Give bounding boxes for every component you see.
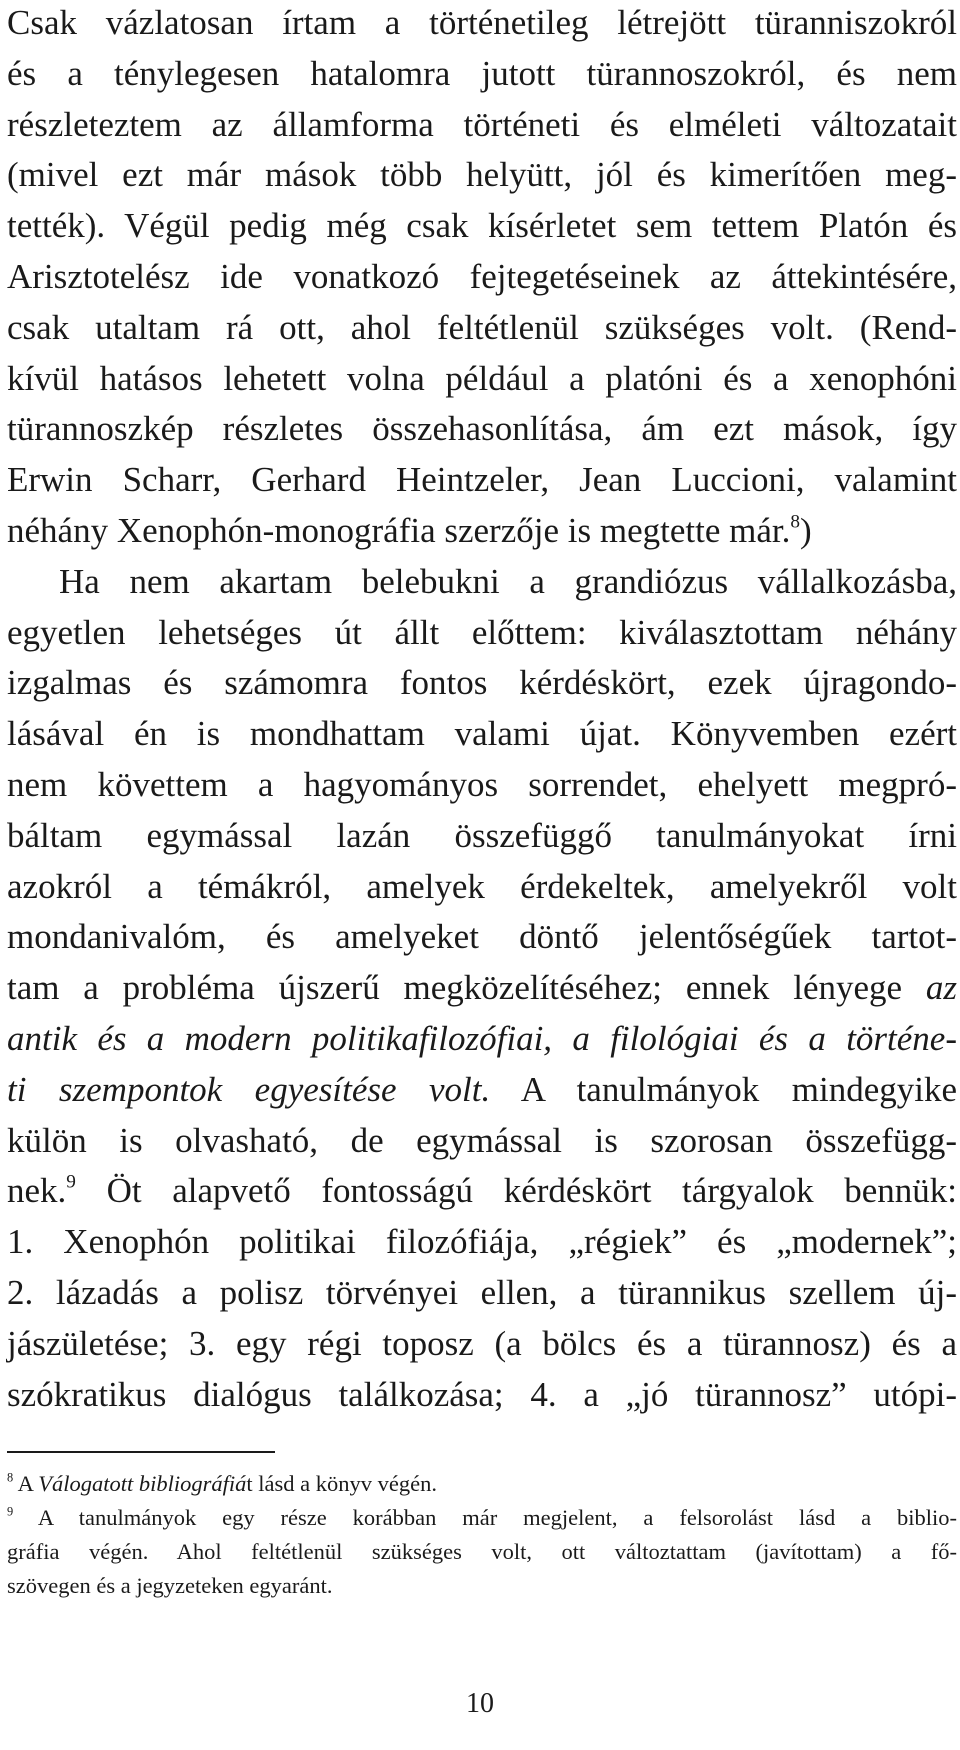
- italic-text: antik és a modern politikafilozófiai, a filológiai és a történe-: [7, 1018, 957, 1058]
- text-line: kívül hatásos lehetett volna például a platóni és a xenophóni: [7, 358, 957, 398]
- text-fragment: néhány Xenophón-monográfia szerzője is megtette már.: [7, 510, 791, 550]
- text-line: mondanivalóm, és amelyeket döntő jelentőségűek tartot-: [7, 917, 957, 957]
- footnote-8: [7, 1467, 957, 1501]
- text-line: türannoszkép részletes összehasonlítása, ám ezt mások, így: [7, 409, 957, 449]
- text-line: jászületése; 3. egy régi toposz (a bölcs és a türannosz) és a: [7, 1323, 957, 1363]
- text-line: szókratikus dialógus találkozása; 4. a „jó türannosz” utópi-: [7, 1374, 957, 1414]
- text-line: egyetlen lehetséges út állt előttem: kiválasztottam néhány: [7, 612, 957, 652]
- footnote-ref-9[interactable]: 9: [66, 1171, 76, 1193]
- text-line: [7, 1166, 957, 1217]
- text-line: lásával én is mondhattam valami újat. Könyvemben ezért: [7, 714, 957, 754]
- text-line: nem követtem a hagyományos sorrendet, ehelyett megpró-: [7, 764, 957, 804]
- text-line: [7, 506, 957, 557]
- text-line: 1. Xenophón politikai filozófiája, „régiek” és „modernek”;: [7, 1222, 957, 1262]
- italic-text: az: [925, 968, 957, 1008]
- text-fragment: Öt alapvető fontosságú kérdéskört tárgyalok bennük:: [106, 1171, 957, 1211]
- italic-text: ti szempontok egyesítése volt.: [7, 1069, 491, 1109]
- footnote-9-continued: szövegen és a jegyzeteken egyaránt.: [7, 1573, 333, 1598]
- text-line: Csak vázlatosan írtam a történetileg létrejött türanniszokról: [7, 3, 957, 42]
- text-fragment: nek.: [7, 1171, 67, 1211]
- main-text: [7, 0, 957, 1420]
- footnote-separator: [7, 1451, 275, 1453]
- text-line: és a ténylegesen hatalomra jutott türannoszokról, és nem: [7, 53, 957, 93]
- footnote-text: A: [17, 1471, 33, 1496]
- text-line: báltam egymással lazán összefüggő tanulmányokat írni: [7, 815, 957, 855]
- footnote-number: 8: [7, 1470, 14, 1485]
- footnotes: [7, 1467, 957, 1603]
- page-number: 10: [466, 1688, 494, 1719]
- text-line: tették). Végül pedig még csak kísérletet sem tettem Platón és: [7, 206, 957, 246]
- text-line: [7, 1065, 957, 1116]
- footnote-text: t lásd a könyv végén.: [246, 1471, 437, 1496]
- italic-text: Válogatott bibliográfiá: [38, 1471, 247, 1496]
- text-line: részleteztem az államforma történeti és elméleti változatait: [7, 104, 957, 144]
- footnote-text: A tanulmányok egy része korábban már megjelent, a felsorolást lásd a biblio-: [37, 1505, 957, 1530]
- text-line: (mivel ezt már mások több helyütt, jól és kimerítően meg-: [7, 155, 957, 195]
- text-line: azokról a témákról, amelyek érdekeltek, amelyekről volt: [7, 866, 957, 906]
- text-fragment: tam a probléma újszerű megközelítéséhez; ennek lényege: [7, 968, 903, 1008]
- text-line: [7, 963, 957, 1014]
- paragraph-first-line: Ha nem akartam belebukni a grandiózus vállalkozásba,: [59, 561, 957, 601]
- text-line: izgalmas és számomra fontos kérdéskört, ezek újragondo-: [7, 663, 957, 703]
- footnote-9-continued: gráfia végén. Ahol feltétlenül szükséges volt, ott változtattam (javítottam) a fő-: [7, 1539, 957, 1564]
- text-fragment: A tanulmányok mindegyike: [520, 1069, 958, 1109]
- text-line: külön is olvasható, de egymással is szorosan összefügg-: [7, 1120, 957, 1160]
- text-line: [7, 1014, 957, 1065]
- text-fragment: ): [799, 510, 812, 550]
- text-line: 2. lázadás a polisz törvényei ellen, a türannikus szellem új-: [7, 1272, 957, 1312]
- text-line: csak utaltam rá ott, ahol feltétlenül szükséges volt. (Rend-: [7, 307, 957, 347]
- text-line: Erwin Scharr, Gerhard Heintzeler, Jean Luccioni, valamint: [7, 460, 957, 500]
- footnote-number: 9: [7, 1504, 14, 1519]
- footnote-9: [7, 1501, 957, 1535]
- footnote-ref-8[interactable]: 8: [790, 511, 800, 533]
- text-line: Arisztotelész ide vonatkozó fejtegetéseinek az áttekintésére,: [7, 256, 957, 296]
